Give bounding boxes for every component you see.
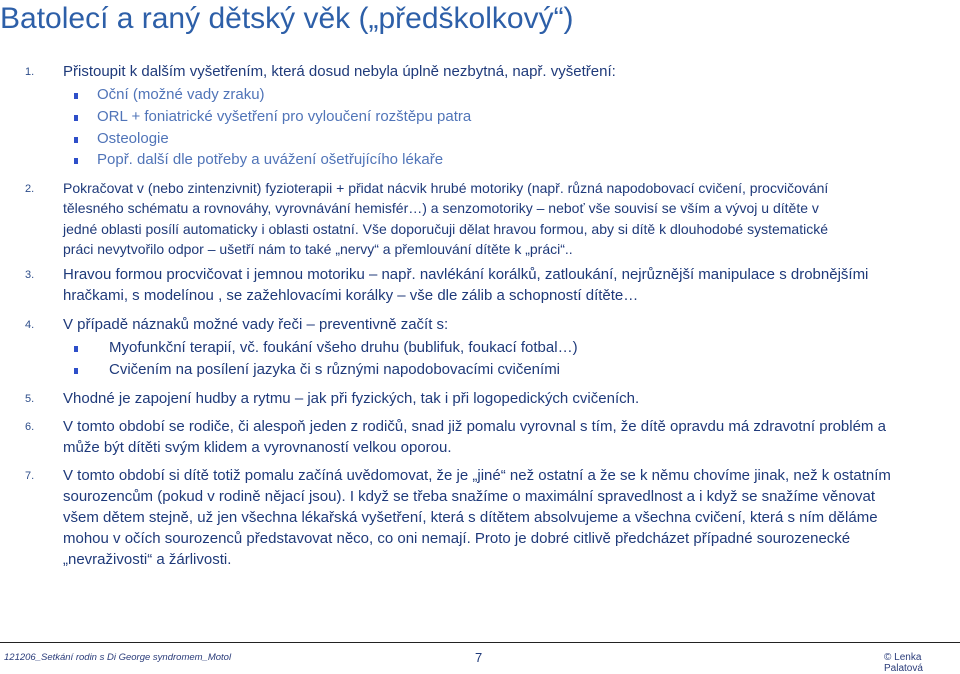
item-text: Vhodné je zapojení hudby a rytmu – jak při fyzických, tak i při logopedických cvičeních. [63,390,640,407]
item-text: Popř. další dle potřeby a uvážení ošetřujícího lékaře [97,151,444,168]
bullet-icon [74,368,78,374]
footer-author: © Lenka Palatová [884,652,923,674]
item-text: V tomto období si dítě totiž pomalu začíná uvědomovat, že je „jiné“ než ostatní a že se k němu chovíme jinak, než k ostatním [63,467,891,484]
item-text: hračkami, s modelínou , se zažehlovacími korálky – vše dle zálib a schopností dítěte… [63,287,639,304]
item-number: 1. [25,66,35,78]
item-text: sourozencům (pokud v rodině nějací jsou). I když se třeba snažíme o maximální spravedlnost a i když se snažíme věnovat [63,488,876,505]
page-number: 7 [475,650,483,665]
bullet-icon [74,115,78,121]
bullet-icon [74,93,78,99]
item-number: 7. [25,470,35,482]
item-number: 5. [25,393,35,405]
footer-divider [0,642,960,643]
item-text: Přistoupit k dalším vyšetřením, která dosud nebyla úplně nezbytná, např. vyšetření: [63,63,616,80]
item-text: Oční (možné vady zraku) [97,86,265,103]
item-text: jedné oblasti posílí automaticky i oblasti ostatní. Vše doporučuji dělat hravou formou, aby si dítě k dlouhodobé systematické [63,221,828,237]
item-text: V případě náznaků možné vady řeči – preventivně začít s: [63,316,449,333]
bullet-icon [74,158,78,164]
item-text: práci nevytvořilo odpor – ušetří nám to také „nervy“ a přemlouvání dítěte k „práci“.. [63,241,573,257]
footer-event-label: 121206_Setkání rodin s Di George syndromem_Motol [4,652,232,663]
item-text: Pokračovat v (nebo zintenzivnit) fyzioterapii + přidat nácvik hrubé motoriky (např. různá napodobovací cvičení, procvičování [63,180,829,196]
item-text: všem dětem stejně, už jen všechna lékařská vyšetření, která s dítětem absolvujeme a všechna cvičení, která s ním děláme [63,509,878,526]
item-text: může být dítěti svým klidem a vyrovnaností velkou oporou. [63,439,452,456]
item-text: Osteologie [97,130,169,147]
bullet-icon [74,346,78,352]
item-text: Cvičením na posílení jazyka či s různými napodobovacími cvičeními [109,361,561,378]
item-number: 6. [25,421,35,433]
item-text: Myofunkční terapií, vč. foukání všeho druhu (bublifuk, foukací fotbal…) [109,339,578,356]
item-number: 3. [25,269,35,281]
item-text: „nevraživosti“ a žárlivosti. [63,551,232,568]
item-text: tělesného schématu a rovnováhy, vyrovnávání hemisfér…) a senzomotoriky – neboť vše souvisí se vším a vývoj u dítěte v [63,200,819,216]
item-number: 2. [25,183,35,195]
bullet-icon [74,137,78,143]
item-text: ORL + foniatrické vyšetření pro vyloučení rozštěpu patra [97,108,472,125]
item-text: V tomto období se rodiče, či alespoň jeden z rodičů, snad již pomalu vyrovnal s tím, že dítě opravdu má zdravotní problém a [63,418,886,435]
item-text: Hravou formou procvičovat i jemnou motoriku – např. navlékání korálků, zatloukání, nejrůznější manipulace s drobnějšími [63,266,869,283]
item-text: mohou v očích sourozenců představovat něco, co oni nemají. Proto je dobré citlivě předcházet případné sourozenecké [63,530,851,547]
item-number: 4. [25,319,35,331]
slide-title: Batolecí a raný dětský věk („předškolkový“) [0,2,574,35]
